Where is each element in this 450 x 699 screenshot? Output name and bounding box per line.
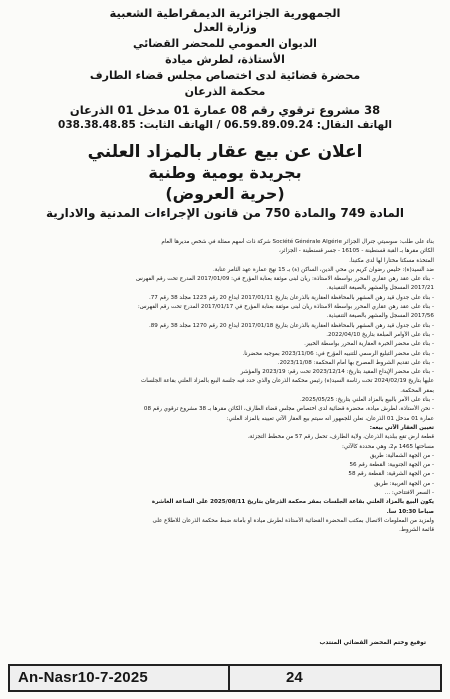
- notice-subtitle: بجريدة يومية وطنية: [148, 163, 302, 182]
- signature-line: توقيع وختم المحضر القضائي المنتدب: [319, 640, 426, 646]
- body-line: قطعة أرض تقع ببلدية الذرعان، ولاية الطارف، تحمل رقم 57 من مخطط التجزئة،: [247, 434, 434, 441]
- body-line: - بناء على تقديم الشروط المصرح بها أمام المحكمة: 2023/11/08.: [277, 359, 434, 366]
- newspaper-date: An-Nasr10-7-2025: [10, 666, 230, 690]
- address-line: 38 مشروع ترقوي رقم 08 عمارة 01 مدخل 01 الذرعان: [69, 103, 381, 117]
- body-line: - بناء على الأوامر المبلغة بتاريخ 2022/04/10.: [326, 331, 434, 338]
- body-line: عليها بتاريخ 2024/02/19 تحت رئاسة السيد(ة) رئيس محكمة الذرعان والذي حدد فيه جلسة البيع بالمزاد العلني بقاعة الجلسات: [140, 378, 434, 385]
- body-line: ولمزيد من المعلومات الاتصال بمكتب المحضرة القضائية الأستاذة لطرش ميادة أو بأمانة ضبط محكمة الذرعان للاطلاع على: [152, 517, 434, 524]
- body-line: صباحا 10:30 سا.: [386, 508, 434, 515]
- office-heading: الديوان العمومي للمحضر القضائي: [133, 37, 317, 50]
- body-line: ضد السيد(ة): حليس رضوان كريم بن محي الدين، الساكن (ة) بـ 15 نهج عمارة عهد الثامر عنابة.: [212, 266, 434, 273]
- court-line: محضرة قضائية لدى اختصاص مجلس قضاء الطارف: [89, 69, 361, 82]
- body-line: بناء على طلب: سوسيتي جنرال الجزائر Société Générale Algérie شركة ذات أسهم ممثلة في شخص مديرها العام: [161, 239, 434, 245]
- body-line: الكائن مقرها بـ القبة قسنطينة - 16105 - جسر قسنطينة - الجزائر،: [279, 248, 434, 255]
- tribunal-line: محكمة الذرعان: [184, 85, 266, 98]
- body-line: - بناء على محضر التبليغ الرسمي للتنبيه المؤرخ في: 2023/11/06 بموجبه محضرنا.: [242, 350, 434, 357]
- body-line: - نحن الأستاذة، لطرش ميادة، محضرة قضائية لدى اختصاص مجلس قضاء الطارف، الكائن مقرها بـ 38 مشروع ترقوي رقم 08: [143, 406, 434, 413]
- page-number: 24: [286, 669, 303, 686]
- republic-heading: الجمهورية الجزائرية الديمقراطية الشعبية: [109, 6, 341, 20]
- body-line: - من الجهة الشرقية: القطعة رقم 58: [348, 471, 434, 478]
- body-line: - من الجهة الجنوبية: القطعة رقم 56: [349, 462, 434, 469]
- body-line: 2017/21 المسجل والمشهر بالصيغة التنفيذية.: [326, 285, 434, 292]
- body-line: - بناء على جدول قيد رهن المشهر بالمحافظة العقارية بالذرعان بتاريخ 2017/01/11 ايداع 20 رقم 1223 مجلد 38 رقم 77.: [148, 294, 434, 301]
- body-line: - بناء على الأمر بالبيع بالمزاد العلني بتاريخ: 2025/05/25.: [299, 397, 434, 404]
- bailiff-name: الأستاذة، لطرش ميادة: [165, 53, 285, 66]
- property-heading: تعيين العقار الآتي بيعه:: [369, 424, 434, 431]
- body-line: يكون البيع بالمزاد العلني بقاعة الجلسات بمقر محكمة الذرعان بتاريخ 2025/08/11 على الساعة العاشرة: [151, 499, 434, 506]
- body-line: - بناء على محضر الإيداع المقيد بتاريخ: 2023/12/14 تحت رقم: 2023/19 والمؤشر: [240, 369, 434, 376]
- body-line: - من الجهة الشمالية: طريق: [369, 452, 434, 459]
- legal-articles: المادة 749 والمادة 750 من قانون الإجراءات المدنية والادارية: [45, 206, 405, 220]
- body-line: مساحتها 1465 م2، وهي محددة كالآتي:: [341, 443, 434, 450]
- body-line: بمقر المحكمة.: [400, 387, 434, 394]
- notice-newspaper: (حرية العروض): [165, 184, 285, 203]
- body-line: - السعر الافتتاحي: ...: [384, 490, 434, 497]
- body-line: 2017/56 المسجل والمشهر بالصيغة التنفيذية.: [326, 313, 434, 320]
- body-line: قائمة الشروط.: [399, 527, 434, 534]
- body-line: - بناء على جدول قيد رهن المشهر بالمحافظة العقارية بالذرعان بتاريخ 2017/01/18 ايداع 20 رقم 1270 مجلد 38 رقم 89.: [148, 322, 434, 329]
- body-line: المتخذة مسكنا مختارا لها لدى مكتبنا.: [349, 257, 434, 264]
- phones-line: الهاتف النقال: 06.59.89.09.24 / الهاتف الثابت: 038.38.48.85: [58, 119, 392, 131]
- page-footer: [8, 664, 442, 692]
- notice-title: اعلان عن بيع عقار بالمزاد العلني: [87, 142, 363, 162]
- ministry-heading: وزارة العدل: [193, 21, 257, 34]
- body-line: - بناء على عقد رهن عقاري المحرر بواسطة الاستاذة: ريان لبنى موثقة بعنابة المؤرخ في: 2017/01/09 المدرج تحت رقم الفهرس: [135, 276, 434, 283]
- body-line: - بناء على محضر الخبرة العقارية المحرر بواسطة الخبير.: [304, 341, 434, 348]
- body-line: عمارة 01 مدخل 01 الذرعان، نعلن للجمهور أنه سيتم بيع العقار الآتي تعيينه بالمزاد العلني:: [226, 415, 434, 422]
- body-line: - بناء على عقد رهن عقاري المحرر بواسطة الاستاذة ريان لبنى موثقة بعنابة المؤرخ في 2017/01/17 المدرج تحت رقم الفهرس:: [137, 304, 434, 311]
- body-line: - من الجهة الغربية: طريق: [374, 480, 434, 487]
- notice-body: [24, 238, 434, 633]
